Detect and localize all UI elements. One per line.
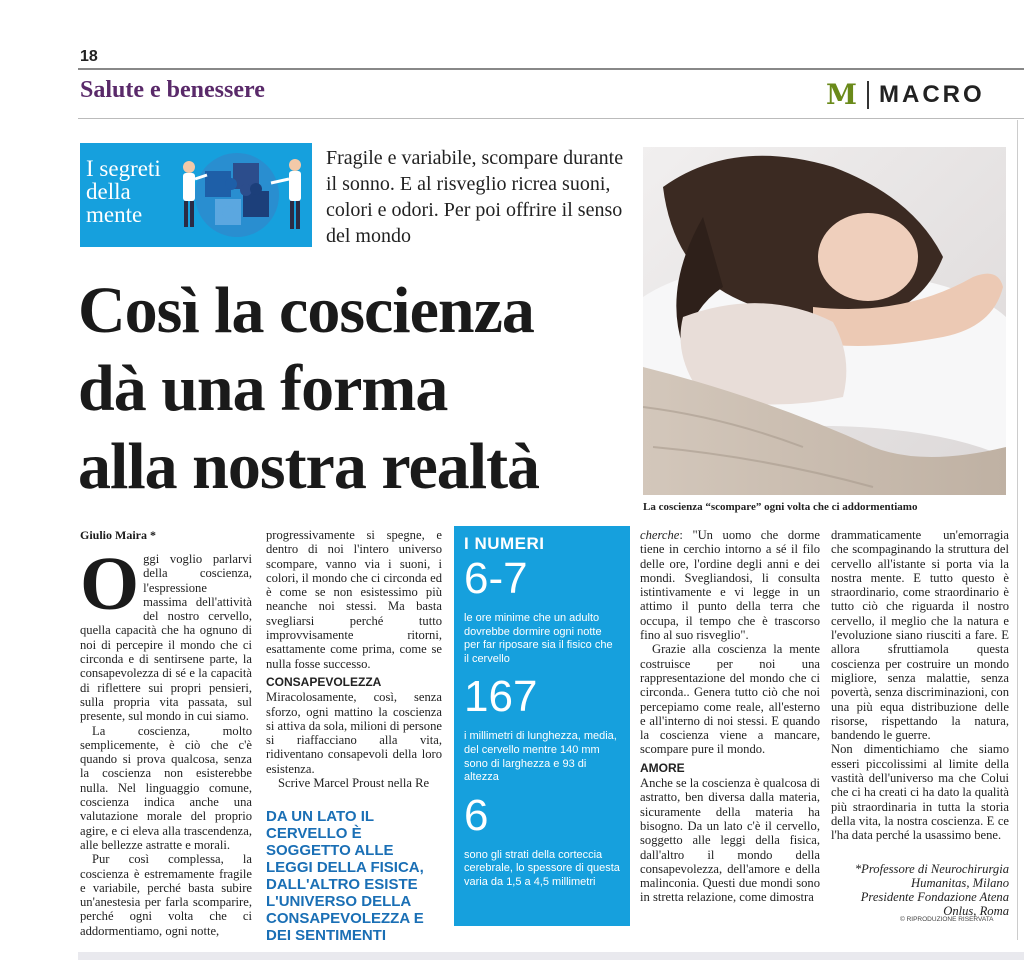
pull-quote: DA UN LATO IL CERVELLO È SOGGETTO ALLE LEGGI DELLA FISICA, DALL'ALTRO ESISTE L'UNIVERSO DELLA CONSAPEVOLEZZA E DEI SENTIMENTI <box>266 808 424 944</box>
badge-title <box>86 157 166 226</box>
paragraph <box>266 776 442 790</box>
drop-cap: O <box>80 542 140 626</box>
subheading: CONSAPEVOLEZZA <box>266 674 382 689</box>
article-headline <box>78 272 648 506</box>
number-value: 6-7 <box>464 554 528 603</box>
article-column-3 <box>640 528 820 905</box>
page-edge-line <box>1017 120 1018 940</box>
credits-line: Presidente Fondazione Atena Onlus, Roma <box>860 890 1009 918</box>
paragraph: drammaticamente un'emorragia che scompaginando la struttura del cervello all'istante si porta via la nostra mente. E tutto questo è straordinario, come straordinario è tutto ciò che riguarda il nostro cervello, il meglio che la natura e l'evoluzione siano riusciti a fare. E allora sfruttiamola questa coscienza per costruire un mondo migliore, senza malattie, senza povertà, senza discriminazioni, con una più equa distribuzione delle risorse, rispettando la natura, bandendo le guerre. <box>831 528 1009 743</box>
paragraph-text: Scrive Marcel Proust nella Re <box>278 776 430 791</box>
credits-line: *Professore di Neurochirurgia Humanitas, Milano <box>854 862 1009 890</box>
badge-title-line: mente <box>86 202 143 227</box>
paragraph: Anche se la coscienza è qualcosa di astratto, ben diversa dalla materia, sicuramente della materia ha bisogno. Da un lato c'è il cervello, soggetto alle leggi della fisica, dall'altro il mondo della consapevolezza, dell'amore e della malinconia. Questi due mondi sono in stretta relazione, come dimostra <box>640 776 820 905</box>
puzzle-brain-icon <box>175 143 312 247</box>
number-description: i millimetri di lunghezza, media, del cervello mentre 140 mm sono di larghezza e 93 di altezza <box>464 730 617 784</box>
numbers-box <box>454 526 630 926</box>
badge-title-line: della <box>86 179 131 204</box>
paragraph-text: : "Un uomo che dorme tiene in cerchio intorno a sé il filo delle ore, l'ordine degli anni e dei mondi. Svegliandosi, li consulta istintivamente e vi legge in un attimo il punto della terra che occupa, il tempo che è trascorso fino al suo risveglio". <box>640 528 820 643</box>
brand-logo <box>826 78 985 111</box>
number-description: le ore minime che un adulto dovrebbe dormire ogni notte per far riposare sia il fisico che il cervello <box>464 612 613 665</box>
numbers-heading: I NUMERI <box>464 534 545 553</box>
article-column-2 <box>266 528 442 790</box>
newspaper-logo-icon: M <box>826 78 857 111</box>
section-title: Salute e benessere <box>80 77 265 103</box>
series-badge <box>80 143 312 247</box>
article-column-1 <box>80 542 252 938</box>
brand-divider <box>867 81 869 109</box>
paragraph: progressivamente si spegne, e dentro di noi l'intero universo scompare, vanno via i suoni, i colori, il mondo che ci circonda ed è come se non esistessimo più neanche noi stessi. Ma basta svegliarsi perché tutto improvvisamente ritorni, esattamente come prima, come se nulla fosse successo. <box>266 528 442 671</box>
headline-line: dà una forma <box>78 352 448 425</box>
brand-name: MACRO <box>879 80 985 108</box>
paragraph <box>640 528 820 642</box>
sleeping-woman-photo <box>643 147 1006 495</box>
page-number: 18 <box>80 48 98 65</box>
headline-line: Così la coscienza <box>78 274 534 347</box>
paragraph: Non dimentichiamo che siamo esseri piccolissimi al limite della vastità dell'universo ma che Colui che ci ha creati ci ha dato la qualità più straordinaria in tutta la storia della vita, la nostra coscienza. E ce l'ha data perché la usassimo bene. <box>831 742 1009 843</box>
badge-title-line: I segreti <box>86 156 161 181</box>
bottom-strip <box>78 952 1024 960</box>
paragraph: Pur così complessa, la coscienza è estremamente fragile e variabile, perché basta subire un'anestesia per farla scomparire, perché ogni volta che ci addormentiamo, ogni notte, <box>80 852 252 938</box>
copyright-notice: © RIPRODUZIONE RISERVATA <box>900 916 994 923</box>
section-rule <box>78 118 1024 119</box>
sleeping-woman-image <box>643 147 1006 495</box>
byline: Giulio Maira * <box>80 528 156 542</box>
photo-caption: La coscienza “scompare” ogni volta che ci addormentiamo <box>643 501 918 513</box>
subheading: AMORE <box>640 760 685 775</box>
paragraph: Miracolosamente, così, senza sforzo, ogni mattino la coscienza si attiva da sola, milioni di persone si riaffacciano alla vita, ridiventano consapevoli della loro esistenza. <box>266 690 442 776</box>
number-description: sono gli strati della corteccia cerebrale, lo spessore di questa varia da 1,5 a 4,5 millimetri <box>464 848 620 888</box>
top-rule <box>78 68 1024 70</box>
paragraph: ggi voglio parlarvi della coscienza, l'espressione massima dell'attività del nostro cervello, quella capacità che ha ognuno di noi di percepire il mondo che ci circonda e di sentirsene parte, la consapevolezza di sé e la capacità di riflettere sui propri pensieri, sulla propria vita passata, sul presente, sul mondo in cui siamo. <box>80 552 252 724</box>
article-column-4 <box>831 528 1009 843</box>
author-credits <box>831 862 1009 918</box>
number-value: 167 <box>464 672 538 722</box>
number-value: 6 <box>464 790 489 840</box>
paragraph: Grazie alla coscienza la mente costruisce per noi una rappresentazione del mondo che ci circonda.. Genera tutto ciò che noi percepiamo come reale, all'esterno e all'interno di noi stessi. E quando la coscienza viene a mancare, scompare pure il mondo. <box>640 642 820 757</box>
book-title: cherche <box>640 528 680 542</box>
headline-line: alla nostra realtà <box>78 430 540 503</box>
paragraph: La coscienza, molto semplicemente, è ciò che c'è quando si prova qualcosa, senza la coscienza non esisterebbe nulla. Nel linguaggio comune, coscienza indica anche una valutazione morale del proprio agire, e ci eleva alla trascendenza, alle bellezze astratte e morali. <box>80 723 252 852</box>
kicker-text: Fragile e variabile, scompare durante il sonno. E al risveglio ricrea suoni, colori e odori. Per poi offrire il senso del mondo <box>326 147 624 247</box>
